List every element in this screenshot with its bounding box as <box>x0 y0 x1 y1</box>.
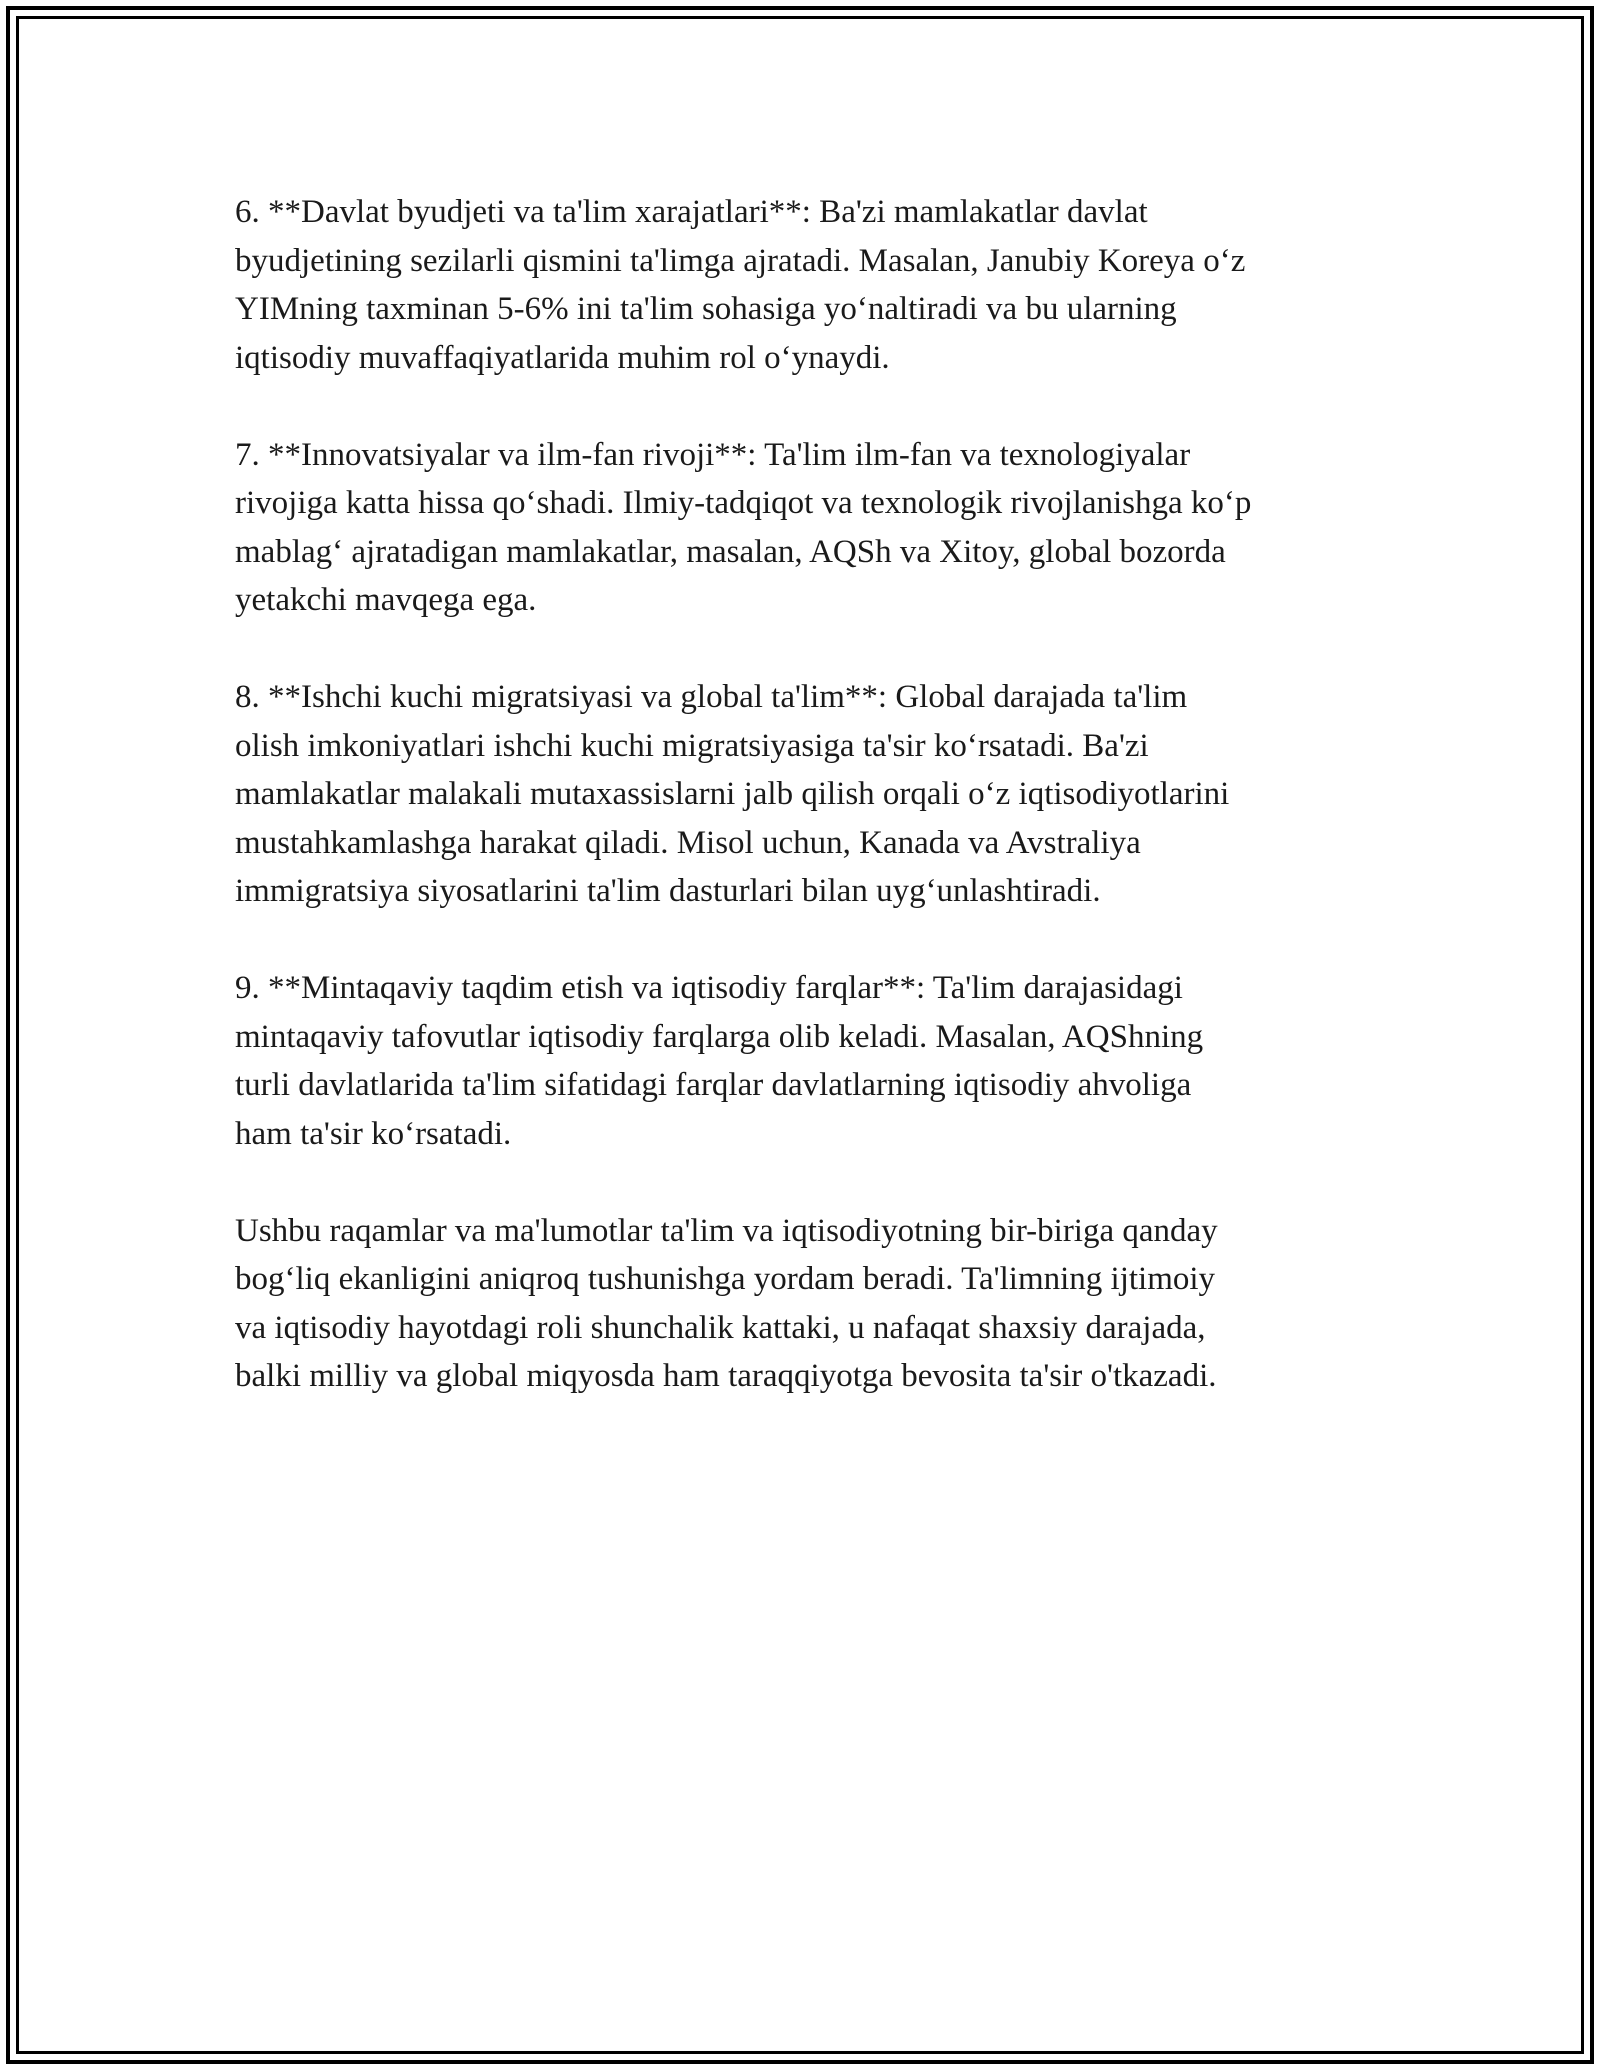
paragraph-8-migration <box>235 673 1385 916</box>
paragraph-7-innovation <box>235 431 1385 625</box>
text-line: mablag‘ ajratadigan mamlakatlar, masalan, AQSh va Xitoy, global bozorda <box>235 533 1226 570</box>
text-line: 7. **Innovatsiyalar va ilm-fan rivoji**: Ta'lim ilm-fan va texnologiyalar <box>235 436 1191 473</box>
text-line: 6. **Davlat byudjeti va ta'lim xarajatlari**: Ba'zi mamlakatlar davlat <box>235 194 1148 230</box>
text-line: 8. **Ishchi kuchi migratsiyasi va global ta'lim**: Global darajada ta'lim <box>235 679 1188 715</box>
text-line: balki milliy va global miqyosda ham taraqqiyotga bevosita ta'sir o'tkazadi. <box>235 1358 1217 1394</box>
text-line: olish imkoniyatlari ishchi kuchi migratsiyasiga ta'sir ko‘rsatadi. Ba'zi <box>235 727 1149 764</box>
text-line: byudjetining sezilarli qismini ta'limga ajratadi. Masalan, Janubiy Koreya o‘z <box>235 242 1246 279</box>
text-line: mintaqaviy tafovutlar iqtisodiy farqlarga olib keladi. Masalan, AQShning <box>235 1018 1204 1055</box>
text-line: va iqtisodiy hayotdagi roli shunchalik kattaki, u nafaqat shaxsiy darajada, <box>235 1309 1206 1346</box>
text-line: ham ta'sir ko‘rsatadi. <box>235 1115 512 1152</box>
text-line: immigratsiya siyosatlarini ta'lim dasturlari bilan uyg‘unlashtiradi. <box>235 873 1101 909</box>
text-line: yetakchi mavqega ega. <box>235 582 537 618</box>
paragraph-9-regional <box>235 964 1385 1158</box>
text-line: turli davlatlarida ta'lim sifatidagi farqlar davlatlarning iqtisodiy ahvoliga <box>235 1067 1192 1103</box>
text-line: YIMning taxminan 5-6% ini ta'lim sohasiga yo‘naltiradi va bu ularning <box>235 291 1177 327</box>
text-line: Ushbu raqamlar va ma'lumotlar ta'lim va iqtisodiyotning bir-biriga qanday <box>235 1212 1218 1249</box>
text-line: 9. **Mintaqaviy taqdim etish va iqtisodiy farqlar**: Ta'lim darajasidagi <box>235 970 1183 1006</box>
text-line: rivojiga katta hissa qo‘shadi. Ilmiy-tadqiqot va texnologik rivojlanishga ko‘p <box>235 485 1252 521</box>
text-line: mamlakatlar malakali mutaxassislarni jalb qilish orqali o‘z iqtisodiyotlarini <box>235 776 1230 812</box>
document-body <box>235 188 1385 1449</box>
paragraph-6-budget <box>235 188 1385 382</box>
text-line: bog‘liq ekanligini aniqroq tushunishga yordam beradi. Ta'limning ijtimoiy <box>235 1261 1216 1297</box>
paragraph-conclusion <box>235 1207 1385 1401</box>
text-line: mustahkamlashga harakat qiladi. Misol uchun, Kanada va Avstraliya <box>235 824 1141 861</box>
text-line: iqtisodiy muvaffaqiyatlarida muhim rol o‘ynaydi. <box>235 339 890 376</box>
